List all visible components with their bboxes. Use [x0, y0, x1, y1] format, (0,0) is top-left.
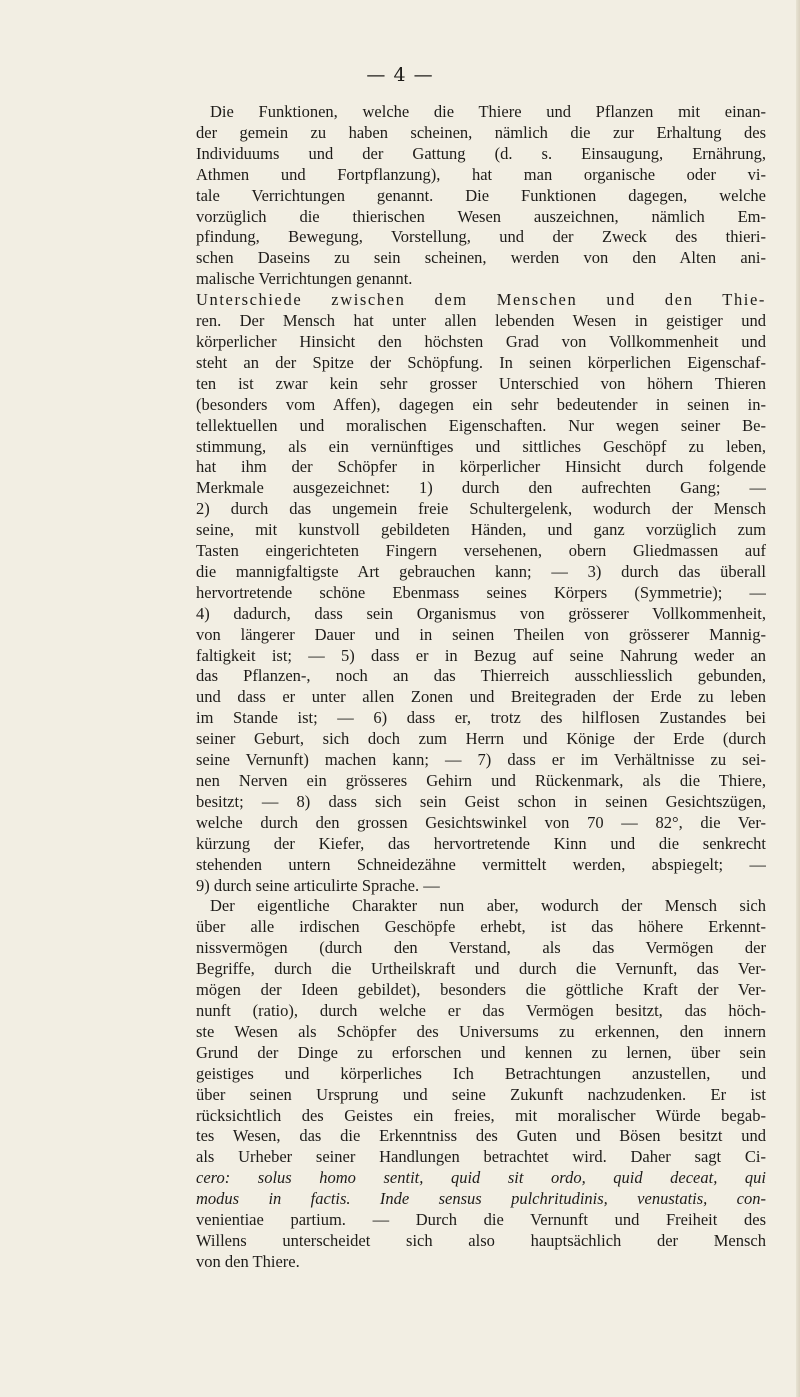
- text-line: stehenden untern Schneidezähne vermittelt werden, abspiegelt; —: [196, 854, 766, 874]
- latin-quote-line: modus in factis. Inde sensus pulchritudinis, venustatis, con-: [196, 1189, 766, 1209]
- text-line: von den Thiere.: [196, 1251, 300, 1271]
- text-line: (besonders vom Affen), dagegen ein sehr bedeutender in seinen in-: [196, 394, 766, 414]
- text-line: seine, mit kunstvoll gebildeten Händen, und ganz vorzüglich zum: [196, 520, 766, 540]
- text-line: Begriffe, durch die Urtheilskraft und durch die Vernunft, das Ver-: [196, 959, 766, 979]
- text-line: seiner Geburt, sich doch zum Herrn und Könige der Erde (durch: [196, 729, 766, 749]
- text-line: tale Verrichtungen genannt. Die Funktionen dagegen, welche: [196, 185, 766, 205]
- text-line: venientiae partium. — Durch die Vernunft und Freiheit des: [196, 1210, 766, 1230]
- text-line: von längerer Dauer und in seinen Theilen von grösserer Mannig-: [196, 624, 766, 644]
- text-line: 4) dadurch, dass sein Organismus von grösserer Vollkommenheit,: [196, 603, 766, 623]
- latin-quote-line: cero: solus homo sentit, quid sit ordo, quid deceat, qui: [196, 1168, 766, 1188]
- text-line: tellektuellen und moralischen Eigenschaften. Nur wegen seiner Be-: [196, 415, 766, 435]
- text-line: Der eigentliche Charakter nun aber, wodurch der Mensch sich: [210, 896, 766, 916]
- text-line: und dass er unter allen Zonen und Breitegraden der Erde zu leben: [196, 687, 766, 707]
- text-line: seine Vernunft) machen kann; — 7) dass er im Verhältnisse zu sei-: [196, 750, 766, 770]
- text-line: Individuums und der Gattung (d. s. Einsaugung, Ernährung,: [196, 143, 766, 163]
- text-line: über seinen Ursprung und seine Zukunft nachzudenken. Er ist: [196, 1084, 766, 1104]
- text-line: nen Nerven ein grösseres Gehirn und Rückenmark, als die Thiere,: [196, 771, 766, 790]
- text-line: mögen der Ideen gebildet), besonders die göttliche Kraft der Ver-: [196, 980, 766, 1000]
- text-line: 2) durch das ungemein freie Schultergelenk, wodurch der Mensch: [196, 499, 766, 519]
- text-line: rücksichtlich des Geistes ein freies, mit moralischer Würde begab-: [196, 1105, 766, 1125]
- text-line: körperlicher Hinsicht den höchsten Grad von Vollkommenheit und: [196, 331, 766, 351]
- text-line: besitzt; — 8) dass sich sein Geist schon in seinen Gesichtszügen,: [196, 791, 766, 811]
- text-line: Die Funktionen, welche die Thiere und Pflanzen mit einan-: [210, 102, 766, 121]
- text-line: Willens unterscheidet sich also hauptsächlich der Mensch: [196, 1230, 766, 1250]
- text-line: als Urheber seiner Handlungen betrachtet wird. Daher sagt Ci-: [196, 1147, 766, 1167]
- text-line: tes Wesen, das die Erkenntniss des Guten und Bösen besitzt und: [196, 1126, 766, 1146]
- text-line: kürzung der Kiefer, das hervortretende Kinn und die senkrecht: [196, 833, 766, 853]
- text-line: ten ist zwar kein sehr grosser Unterschied von höhern Thieren: [196, 373, 766, 393]
- text-line: schen Daseins zu sein scheinen, werden von den Alten ani-: [196, 248, 766, 268]
- text-line: stimmung, als ein vernünftiges und sittliches Geschöpf zu leben,: [196, 436, 766, 456]
- text-line: steht an der Spitze der Schöpfung. In seinen körperlichen Eigenschaf-: [196, 352, 766, 372]
- text-line: 9) durch seine articulirte Sprache. —: [196, 875, 440, 895]
- text-line: Merkmale ausgezeichnet: 1) durch den aufrechten Gang; —: [196, 478, 766, 498]
- text-line: pfindung, Bewegung, Vorstellung, und der Zweck des thieri-: [196, 227, 766, 247]
- body-text: [196, 102, 766, 1273]
- text-line: welche durch den grossen Gesichtswinkel von 70 — 82°, die Ver-: [196, 812, 766, 832]
- text-line: vorzüglich die thierischen Wesen auszeichnen, nämlich Em-: [196, 206, 766, 226]
- text-line: Tasten eingerichteten Fingern versehenen, obern Gliedmassen auf: [196, 541, 766, 561]
- page-edge: [796, 0, 800, 1397]
- text-line: nissvermögen (durch den Verstand, als das Vermögen der: [196, 938, 766, 958]
- text-line: über alle irdischen Geschöpfe erhebt, ist das höhere Erkennt-: [196, 917, 766, 937]
- text-line: ren. Der Mensch hat unter allen lebenden Wesen in geistiger und: [196, 311, 766, 331]
- page-number: — 4 —: [366, 64, 434, 86]
- section-heading-line: Unterschiede zwischen dem Menschen und den Thie-: [196, 290, 766, 310]
- text-line: im Stande ist; — 6) dass er, trotz des hilflosen Zustandes bei: [196, 708, 766, 728]
- text-line: hervortretende schöne Ebenmass seines Körpers (Symmetrie); —: [196, 582, 766, 602]
- text-line: hat ihm der Schöpfer in körperlicher Hinsicht durch folgende: [196, 457, 766, 477]
- text-line: faltigkeit ist; — 5) dass er in Bezug auf seine Nahrung weder an: [196, 645, 766, 665]
- text-line: geistiges und körperliches Ich Betrachtungen anzustellen, und: [196, 1063, 766, 1083]
- text-line: nunft (ratio), durch welche er das Vermögen besitzt, das höch-: [196, 1000, 766, 1020]
- text-line: Grund der Dinge zu erforschen und kennen zu lernen, über sein: [196, 1042, 766, 1062]
- text-line: malische Verrichtungen genannt.: [196, 269, 413, 289]
- text-line: die mannigfaltigste Art gebrauchen kann; — 3) durch das überall: [196, 561, 766, 581]
- text-line: das Pflanzen-, noch an das Thierreich ausschliesslich gebunden,: [196, 666, 766, 686]
- text-line: der gemein zu haben scheinen, nämlich die zur Erhaltung des: [196, 122, 766, 142]
- text-line: Athmen und Fortpflanzung), hat man organische oder vi-: [196, 164, 766, 184]
- text-line: ste Wesen als Schöpfer des Universums zu erkennen, den innern: [196, 1021, 766, 1041]
